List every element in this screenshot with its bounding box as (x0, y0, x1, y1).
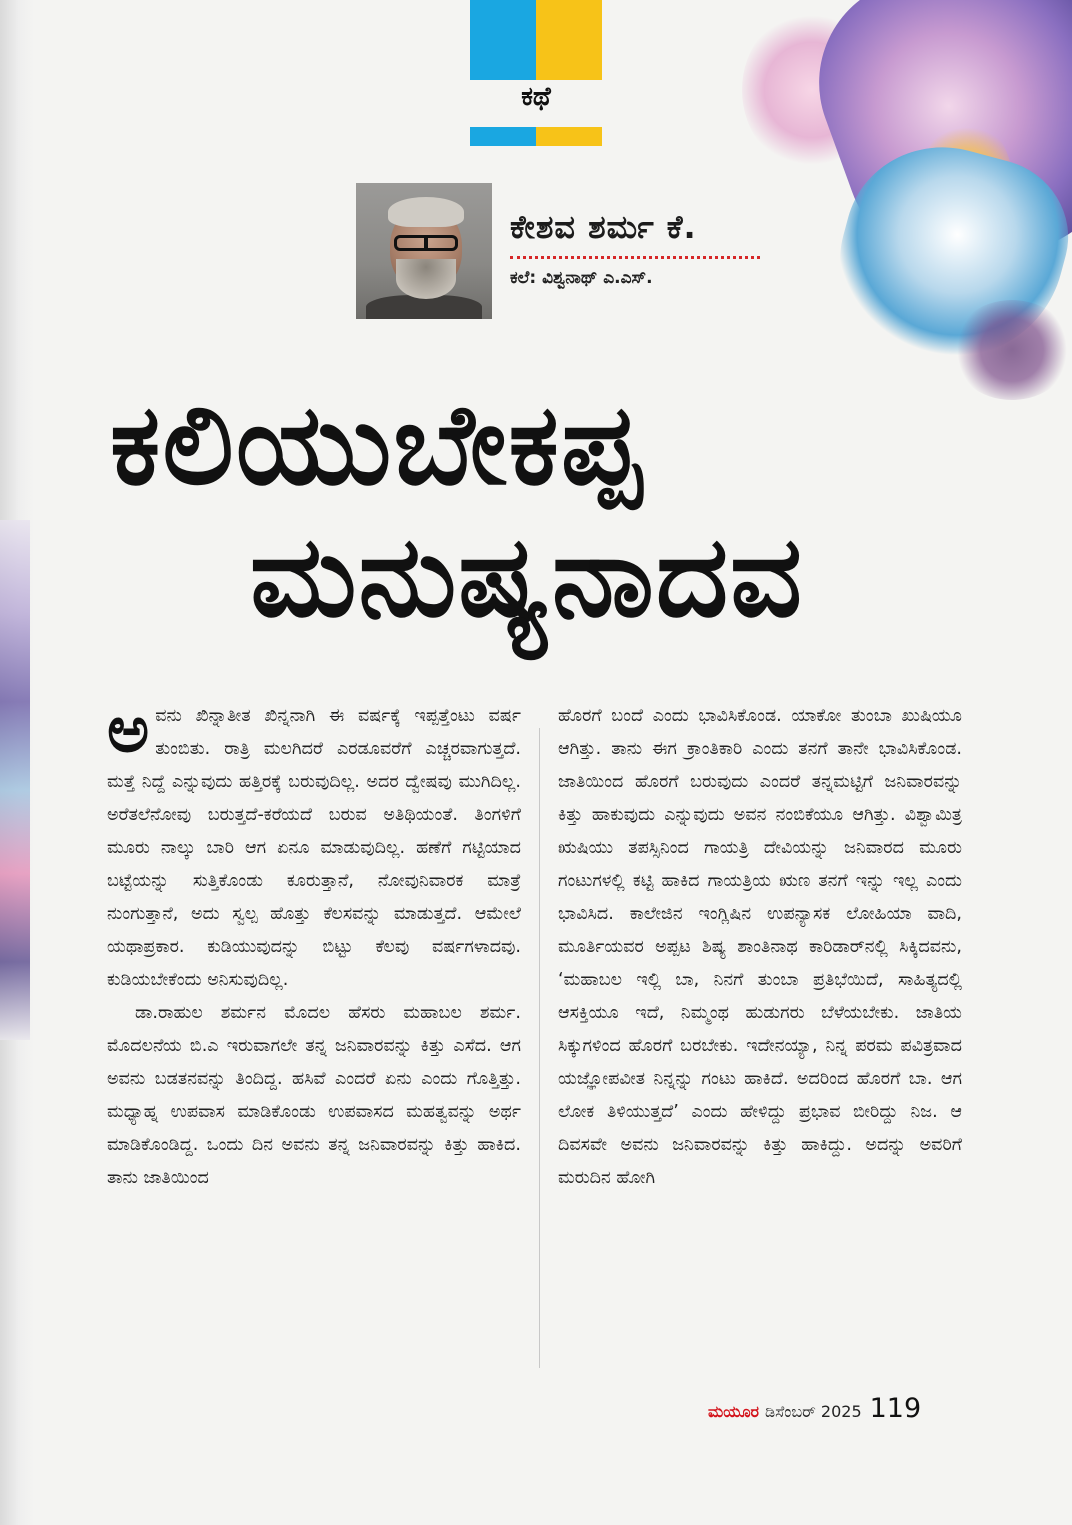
butterfly-wing (952, 300, 1072, 400)
body-paragraph: ಡಾ.ರಾಹುಲ ಶರ್ಮನ ಮೊದಲ ಹೆಸರು ಮಹಾಬಲ ಶರ್ಮ. ಮೊದಲನೆಯ ಬಿ.ಎ ಇರುವಾಗಲೇ ತನ್ನ ಜನಿವಾರವನ್ನು ಕಿತ್ತು ಎಸೆದ. ಆಗ ಅವನು ಬಡತನವನ್ನು ತಿಂದಿದ್ದ. ಹಸಿವೆ ಎಂದರೆ ಏನು ಎಂದು ಗೊತ್ತಿತ್ತು. ಮಧ್ಯಾಹ್ನ ಉಪವಾಸ ಮಾಡಿಕೊಂಡು ಉಪವಾಸದ ಮಹತ್ವವನ್ನು ಅರ್ಥ ಮಾಡಿಕೊಂಡಿದ್ದ. ಒಂದು ದಿನ ಅವನು ತನ್ನ ಜನಿವಾರವನ್ನು ಕಿತ್ತು ಹಾಕಿದ. ತಾನು ಜಾತಿಯಿಂದ (107, 1003, 521, 1188)
butterfly-illustration (742, 0, 1072, 420)
article-column-left (107, 693, 521, 1195)
drop-cap: ಅ (107, 693, 150, 767)
left-edge-artwork (0, 520, 30, 1040)
page-footer (708, 1393, 921, 1424)
author-photo (356, 183, 492, 319)
author-name: ಕೇಶವ ಶರ್ಮ ಕೆ. (510, 208, 697, 246)
body-paragraph: ಅವನು ಖಿನ್ನಾತೀತ ಖಿನ್ನನಾಗಿ ಈ ವರ್ಷಕ್ಕೆ ಇಪ್ಪತ್ತೆಂಟು ವರ್ಷ ತುಂಬಿತು. ರಾತ್ರಿ ಮಲಗಿದರೆ ಎರಡೂವರೆಗೆ ಎಚ್ಚರವಾಗುತ್ತದೆ. ಮತ್ತೆ ನಿದ್ದೆ ಎನ್ನುವುದು ಹತ್ತಿರಕ್ಕೆ ಬರುವುದಿಲ್ಲ. ಅದರ ದ್ವೇಷವು ಮುಗಿದಿಲ್ಲ. ಅರೆತಲೆನೋವು ಬರುತ್ತದೆ-ಕರೆಯದೆ ಬರುವ ಅತಿಥಿಯಂತೆ. ತಿಂಗಳಿಗೆ ಮೂರು ನಾಲ್ಕು ಬಾರಿ ಆಗ ಏನೂ ಮಾಡುವುದಿಲ್ಲ. ಹಣೆಗೆ ಗಟ್ಟಿಯಾದ ಬಟ್ಟೆಯನ್ನು ಸುತ್ತಿಕೊಂಡು ಕೂರುತ್ತಾನೆ, ನೋವುನಿವಾರಕ ಮಾತ್ರೆ ನುಂಗುತ್ತಾನೆ, ಅದು ಸ್ವಲ್ಪ ಹೊತ್ತು ಕೆಲಸವನ್ನು ಮಾಡುತ್ತದೆ. ಆಮೇಲೆ ಯಥಾಪ್ರಕಾರ. ಕುಡಿಯುವುದನ್ನು ಬಿಟ್ಟು ಕೆಲವು ವರ್ಷಗಳಾದವು. ಕುಡಿಯಬೇಕೆಂದು ಅನಿಸುವುದಿಲ್ಲ. (107, 693, 521, 990)
tag-color-block (536, 127, 602, 146)
page-number: 119 (869, 1393, 922, 1424)
section-label: ಕಥೆ (521, 82, 551, 112)
headline-line-1: ಕಲಿಯುಬೇಕಪ್ಪ (110, 380, 644, 510)
art-credit: ಕಲೆ: ವಿಶ್ವನಾಥ್ ಎ.ಎಸ್. (510, 268, 653, 288)
magazine-name: ಮಯೂರ (708, 1402, 760, 1421)
article-column-right (558, 700, 962, 1195)
tag-color-block (470, 0, 536, 80)
tag-color-block (536, 0, 602, 80)
column-divider (539, 728, 540, 1368)
tag-color-block (470, 127, 536, 146)
section-tag (470, 0, 602, 146)
divider (510, 256, 760, 259)
issue-date: ಡಿಸೆಂಬರ್ 2025 (765, 1402, 862, 1421)
body-paragraph: ಹೊರಗೆ ಬಂದೆ ಎಂದು ಭಾವಿಸಿಕೊಂಡ. ಯಾಕೋ ತುಂಬಾ ಖುಷಿಯೂ ಆಗಿತ್ತು. ತಾನು ಈಗ ಕ್ರಾಂತಿಕಾರಿ ಎಂದು ತನಗೆ ತಾನೇ ಭಾವಿಸಿಕೊಂಡ. ಜಾತಿಯಿಂದ ಹೊರಗೆ ಬರುವುದು ಎಂದರೆ ತನ್ನಮಟ್ಟಿಗೆ ಜನಿವಾರವನ್ನು ಕಿತ್ತು ಹಾಕುವುದು ಎನ್ನುವುದು ಅವನ ನಂಬಿಕೆಯೂ ಆಗಿತ್ತು. ವಿಶ್ವಾಮಿತ್ರ ಋಷಿಯು ತಪಸ್ಸಿನಿಂದ ಗಾಯತ್ರಿ ದೇವಿಯನ್ನು ಜನಿವಾರದ ಮೂರು ಗಂಟುಗಳಲ್ಲಿ ಕಟ್ಟಿ ಹಾಕಿದ ಗಾಯತ್ರಿಯ ಋಣ ತನಗೆ ಇನ್ನು ಇಲ್ಲ ಎಂದು ಭಾವಿಸಿದ. ಕಾಲೇಜಿನ ಇಂಗ್ಲಿಷಿನ ಉಪನ್ಯಾಸಕ ಲೋಹಿಯಾ ವಾದಿ, ಮೂರ್ತಿಯವರ ಅಪ್ಪಟ ಶಿಷ್ಯ ಶಾಂತಿನಾಥ ಕಾರಿಡಾರ್‌ನಲ್ಲಿ ಸಿಕ್ಕಿದವನು, ‘ಮಹಾಬಲ ಇಲ್ಲಿ ಬಾ, ನಿನಗೆ ತುಂಬಾ ಪ್ರತಿಭೆಯಿದೆ, ಸಾಹಿತ್ಯದಲ್ಲಿ ಆಸಕ್ತಿಯೂ ಇದೆ, ನಿಮ್ಮಂಥ ಹುಡುಗರು ಬೆಳೆಯಬೇಕು. ಜಾತಿಯ ಸಿಕ್ಕುಗಳಿಂದ ಹೊರಗೆ ಬರಬೇಕು. ಇದೇನಯ್ಯಾ, ನಿನ್ನ ಪರಮ ಪವಿತ್ರವಾದ ಯಜ್ಞೋಪವೀತ ನಿನ್ನನ್ನು ಗಂಟು ಹಾಕಿದೆ. ಅದರಿಂದ ಹೊರಗೆ ಬಾ. ಆಗ ಲೋಕ ತಿಳಿಯುತ್ತದೆ’ ಎಂದು ಹೇಳಿದ್ದು ಪ್ರಭಾವ ಬೀರಿದ್ದು ನಿಜ. ಆ ದಿವಸವೇ ಅವನು ಜನಿವಾರವನ್ನು ಕಿತ್ತು ಹಾಕಿದ್ದು. ಅದನ್ನು ಅವರಿಗೆ ಮರುದಿನ ಹೋಗಿ (558, 706, 962, 1188)
headline-line-2: ಮನುಷ್ಯನಾದವ (250, 512, 805, 642)
